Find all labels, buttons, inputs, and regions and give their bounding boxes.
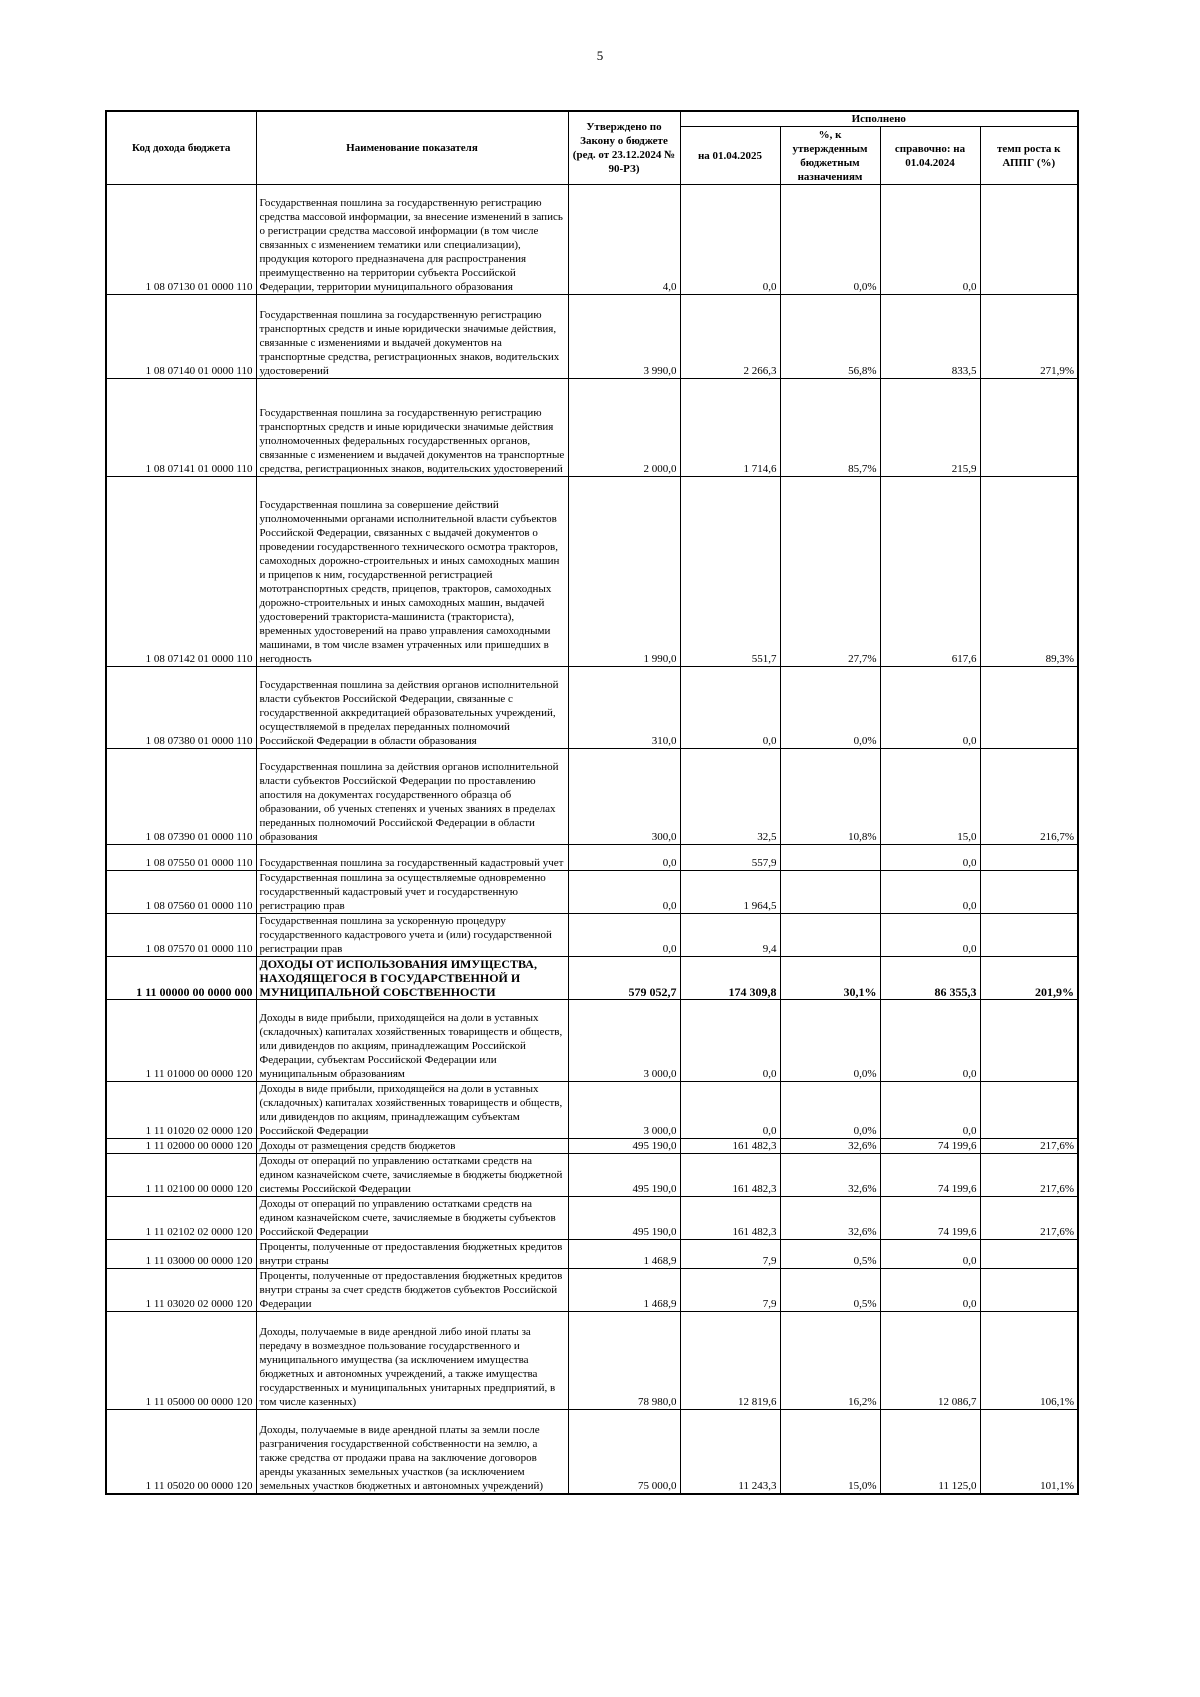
header-name: Наименование показателя (256, 111, 568, 185)
row-reference: 0,0 (880, 871, 980, 914)
row-executed: 7,9 (680, 1269, 780, 1312)
row-approved: 1 468,9 (568, 1269, 680, 1312)
row-approved: 3 990,0 (568, 295, 680, 379)
row-approved: 300,0 (568, 749, 680, 845)
row-percent: 0,5% (780, 1269, 880, 1312)
row-growth (980, 871, 1078, 914)
row-reference: 0,0 (880, 1000, 980, 1082)
row-percent: 0,5% (780, 1240, 880, 1269)
table-row (106, 1410, 1078, 1494)
row-approved: 2 000,0 (568, 379, 680, 477)
row-reference: 0,0 (880, 185, 980, 295)
row-percent: 10,8% (780, 749, 880, 845)
row-growth: 271,9% (980, 295, 1078, 379)
row-percent: 85,7% (780, 379, 880, 477)
row-name: Государственная пошлина за государственную регистрацию средства массовой информации, за внесение изменений в запись о регистрации средства массовой информации (в том числе связанных с изменением тематики или специализации), продукция которого предназначена для распространения преимущественно на территории субъекта Российской Федерации, территории муниципального образования (256, 185, 568, 295)
table-row (106, 749, 1078, 845)
row-approved: 75 000,0 (568, 1410, 680, 1494)
row-growth (980, 914, 1078, 957)
row-code: 1 08 07380 01 0000 110 (106, 667, 256, 749)
row-executed: 174 309,8 (680, 957, 780, 1000)
row-growth: 217,6% (980, 1154, 1078, 1197)
row-growth: 101,1% (980, 1410, 1078, 1494)
row-code: 1 08 07130 01 0000 110 (106, 185, 256, 295)
row-percent: 0,0% (780, 1082, 880, 1139)
row-approved: 495 190,0 (568, 1139, 680, 1154)
row-reference: 0,0 (880, 1240, 980, 1269)
row-code: 1 08 07142 01 0000 110 (106, 477, 256, 667)
row-growth (980, 1269, 1078, 1312)
row-executed: 0,0 (680, 185, 780, 295)
header-reference: справочно: на 01.04.2024 (880, 127, 980, 185)
row-growth (980, 379, 1078, 477)
row-reference: 833,5 (880, 295, 980, 379)
row-growth (980, 845, 1078, 871)
row-executed: 11 243,3 (680, 1410, 780, 1494)
table-row (106, 1082, 1078, 1139)
row-executed: 12 819,6 (680, 1312, 780, 1410)
row-percent: 32,6% (780, 1139, 880, 1154)
row-reference: 0,0 (880, 1269, 980, 1312)
table-row (106, 379, 1078, 477)
row-name: Государственная пошлина за государственную регистрацию транспортных средств и иные юридически значимые действия, связанные с изменениями и выдачей документов на транспортные средства, регистрационных знаков, водительских удостоверений (256, 295, 568, 379)
row-name: Доходы в виде прибыли, приходящейся на доли в уставных (складочных) капиталах хозяйственных товариществ и обществ, или дивидендов по акциям, принадлежащим субъектам Российской Федерации (256, 1082, 568, 1139)
row-reference: 617,6 (880, 477, 980, 667)
row-reference: 215,9 (880, 379, 980, 477)
row-reference: 11 125,0 (880, 1410, 980, 1494)
row-code: 1 11 02100 00 0000 120 (106, 1154, 256, 1197)
table-row (106, 871, 1078, 914)
table-row (106, 1197, 1078, 1240)
row-reference: 0,0 (880, 914, 980, 957)
row-reference: 74 199,6 (880, 1197, 980, 1240)
row-approved: 0,0 (568, 871, 680, 914)
row-percent: 32,6% (780, 1197, 880, 1240)
row-name: ДОХОДЫ ОТ ИСПОЛЬЗОВАНИЯ ИМУЩЕСТВА, НАХОДЯЩЕГОСЯ В ГОСУДАРСТВЕННОЙ И МУНИЦИПАЛЬНОЙ СОБСТВЕННОСТИ (256, 957, 568, 1000)
row-reference: 0,0 (880, 845, 980, 871)
row-code: 1 11 02102 02 0000 120 (106, 1197, 256, 1240)
row-approved: 0,0 (568, 914, 680, 957)
row-percent: 16,2% (780, 1312, 880, 1410)
row-approved: 495 190,0 (568, 1197, 680, 1240)
row-growth (980, 1000, 1078, 1082)
row-code: 1 11 05020 00 0000 120 (106, 1410, 256, 1494)
row-percent: 32,6% (780, 1154, 880, 1197)
row-executed: 161 482,3 (680, 1139, 780, 1154)
row-name: Государственная пошлина за ускоренную процедуру государственного кадастрового учета и (или) государственной регистрации прав (256, 914, 568, 957)
row-approved: 3 000,0 (568, 1082, 680, 1139)
row-executed: 32,5 (680, 749, 780, 845)
row-code: 1 11 01020 02 0000 120 (106, 1082, 256, 1139)
budget-revenue-table (105, 110, 1079, 1495)
table-row (106, 295, 1078, 379)
row-percent: 56,8% (780, 295, 880, 379)
row-growth (980, 185, 1078, 295)
row-reference: 86 355,3 (880, 957, 980, 1000)
row-percent: 27,7% (780, 477, 880, 667)
row-name: Государственная пошлина за действия органов исполнительной власти субъектов Российской Федерации, связанные с государственной аккредитацией образовательных учреждений, осуществляемой в пределах переданных полномочий Российской Федерации в области образования (256, 667, 568, 749)
row-code: 1 11 01000 00 0000 120 (106, 1000, 256, 1082)
table-row (106, 667, 1078, 749)
row-growth: 201,9% (980, 957, 1078, 1000)
row-code: 1 08 07141 01 0000 110 (106, 379, 256, 477)
row-reference: 15,0 (880, 749, 980, 845)
header-growth: темп роста к АППГ (%) (980, 127, 1078, 185)
header-executed-group: Исполнено (680, 111, 1078, 127)
table-row (106, 957, 1078, 1000)
row-percent: 0,0% (780, 667, 880, 749)
row-executed: 1 714,6 (680, 379, 780, 477)
row-executed: 1 964,5 (680, 871, 780, 914)
row-executed: 161 482,3 (680, 1197, 780, 1240)
row-code: 1 08 07550 01 0000 110 (106, 845, 256, 871)
row-growth: 217,6% (980, 1139, 1078, 1154)
row-percent (780, 871, 880, 914)
table-body (106, 185, 1078, 1494)
row-executed: 0,0 (680, 1082, 780, 1139)
table-row (106, 477, 1078, 667)
table-row (106, 1312, 1078, 1410)
row-growth: 217,6% (980, 1197, 1078, 1240)
table-row (106, 1240, 1078, 1269)
row-name: Государственная пошлина за действия органов исполнительной власти субъектов Российской Федерации по проставлению апостиля на документах государственного образца об образовании, об ученых степенях и ученых званиях в пределах переданных полномочий Российской Федерации в области образования (256, 749, 568, 845)
table-row (106, 1154, 1078, 1197)
row-name: Доходы в виде прибыли, приходящейся на доли в уставных (складочных) капиталах хозяйственных товариществ и обществ, или дивидендов по акциям, принадлежащим Российской Федерации, субъектам Российской Федерации или муниципальным образованиям (256, 1000, 568, 1082)
row-executed: 0,0 (680, 1000, 780, 1082)
row-code: 1 08 07140 01 0000 110 (106, 295, 256, 379)
row-code: 1 08 07560 01 0000 110 (106, 871, 256, 914)
row-name: Государственная пошлина за осуществляемые одновременно государственный кадастровый учет и государственную регистрацию прав (256, 871, 568, 914)
row-reference: 0,0 (880, 667, 980, 749)
row-name: Государственная пошлина за государственную регистрацию транспортных средств и иные юридически значимые действия уполномоченных федеральных государственных органов, связанные с изменением и выдачей документов на транспортные средства, регистрационных знаков, водительских удостоверений (256, 379, 568, 477)
row-approved: 495 190,0 (568, 1154, 680, 1197)
row-name: Доходы, получаемые в виде арендной платы за земли после разграничения государственной собственности на землю, а также средства от продажи права на заключение договоров аренды указанных земельных участков (за исключением земельных участков бюджетных и автономных учреждений) (256, 1410, 568, 1494)
header-approved: Утверждено по Закону о бюджете (ред. от 23.12.2024 № 90-РЗ) (568, 111, 680, 185)
row-name: Проценты, полученные от предоставления бюджетных кредитов внутри страны (256, 1240, 568, 1269)
row-code: 1 08 07570 01 0000 110 (106, 914, 256, 957)
row-code: 1 11 03000 00 0000 120 (106, 1240, 256, 1269)
row-executed: 2 266,3 (680, 295, 780, 379)
row-name: Доходы, получаемые в виде арендной либо иной платы за передачу в возмездное пользование государственного и муниципального имущества (за исключением имущества бюджетных и автономных учреждений, а также имущества государственных и муниципальных унитарных предприятий, в том числе казенных) (256, 1312, 568, 1410)
row-code: 1 11 02000 00 0000 120 (106, 1139, 256, 1154)
row-growth: 106,1% (980, 1312, 1078, 1410)
row-code: 1 11 05000 00 0000 120 (106, 1312, 256, 1410)
row-name: Проценты, полученные от предоставления бюджетных кредитов внутри страны за счет средств бюджетов субъектов Российской Федерации (256, 1269, 568, 1312)
table-row (106, 1269, 1078, 1312)
header-on-date: на 01.04.2025 (680, 127, 780, 185)
row-growth: 89,3% (980, 477, 1078, 667)
row-percent: 0,0% (780, 185, 880, 295)
table-row (106, 1000, 1078, 1082)
row-approved: 0,0 (568, 845, 680, 871)
row-approved: 310,0 (568, 667, 680, 749)
row-executed: 9,4 (680, 914, 780, 957)
row-approved: 78 980,0 (568, 1312, 680, 1410)
table-row (106, 845, 1078, 871)
row-name: Государственная пошлина за совершение действий уполномоченными органами исполнительной власти субъектов Российской Федерации, связанных с выдачей документов о проведении государственного технического осмотра тракторов, самоходных дорожно-строительных и иных самоходных машин и прицепов к ним, государственной регистрацией мототранспортных средств, прицепов, тракторов, самоходных дорожно-строительных и иных самоходных машин, выдачей удостоверений тракториста-машиниста (тракториста), временных удостоверений на право управления самоходными машинами, в том числе взамен утраченных или пришедших в негодность (256, 477, 568, 667)
row-approved: 4,0 (568, 185, 680, 295)
row-growth: 216,7% (980, 749, 1078, 845)
row-executed: 161 482,3 (680, 1154, 780, 1197)
page-number: 5 (596, 48, 604, 63)
row-growth (980, 667, 1078, 749)
row-percent: 0,0% (780, 1000, 880, 1082)
header-percent: %, к утвержденным бюджетным назначениям (780, 127, 880, 185)
row-growth (980, 1082, 1078, 1139)
row-percent: 30,1% (780, 957, 880, 1000)
row-reference: 74 199,6 (880, 1139, 980, 1154)
row-approved: 1 990,0 (568, 477, 680, 667)
row-percent: 15,0% (780, 1410, 880, 1494)
row-reference: 74 199,6 (880, 1154, 980, 1197)
row-percent (780, 914, 880, 957)
row-name: Государственная пошлина за государственный кадастровый учет (256, 845, 568, 871)
row-executed: 551,7 (680, 477, 780, 667)
table-row (106, 914, 1078, 957)
table-row (106, 1139, 1078, 1154)
row-approved: 3 000,0 (568, 1000, 680, 1082)
row-name: Доходы от операций по управлению остатками средств на едином казначейском счете, зачисляемые в бюджеты субъектов Российской Федерации (256, 1197, 568, 1240)
row-approved: 579 052,7 (568, 957, 680, 1000)
row-name: Доходы от операций по управлению остатками средств на едином казначейском счете, зачисляемые в бюджеты бюджетной системы Российской Федерации (256, 1154, 568, 1197)
row-name: Доходы от размещения средств бюджетов (256, 1139, 568, 1154)
row-code: 1 11 00000 00 0000 000 (106, 957, 256, 1000)
table-row (106, 185, 1078, 295)
row-growth (980, 1240, 1078, 1269)
row-executed: 7,9 (680, 1240, 780, 1269)
row-percent (780, 845, 880, 871)
row-reference: 0,0 (880, 1082, 980, 1139)
header-code: Код дохода бюджета (106, 111, 256, 185)
row-executed: 557,9 (680, 845, 780, 871)
row-approved: 1 468,9 (568, 1240, 680, 1269)
row-executed: 0,0 (680, 667, 780, 749)
row-code: 1 11 03020 02 0000 120 (106, 1269, 256, 1312)
row-code: 1 08 07390 01 0000 110 (106, 749, 256, 845)
row-reference: 12 086,7 (880, 1312, 980, 1410)
